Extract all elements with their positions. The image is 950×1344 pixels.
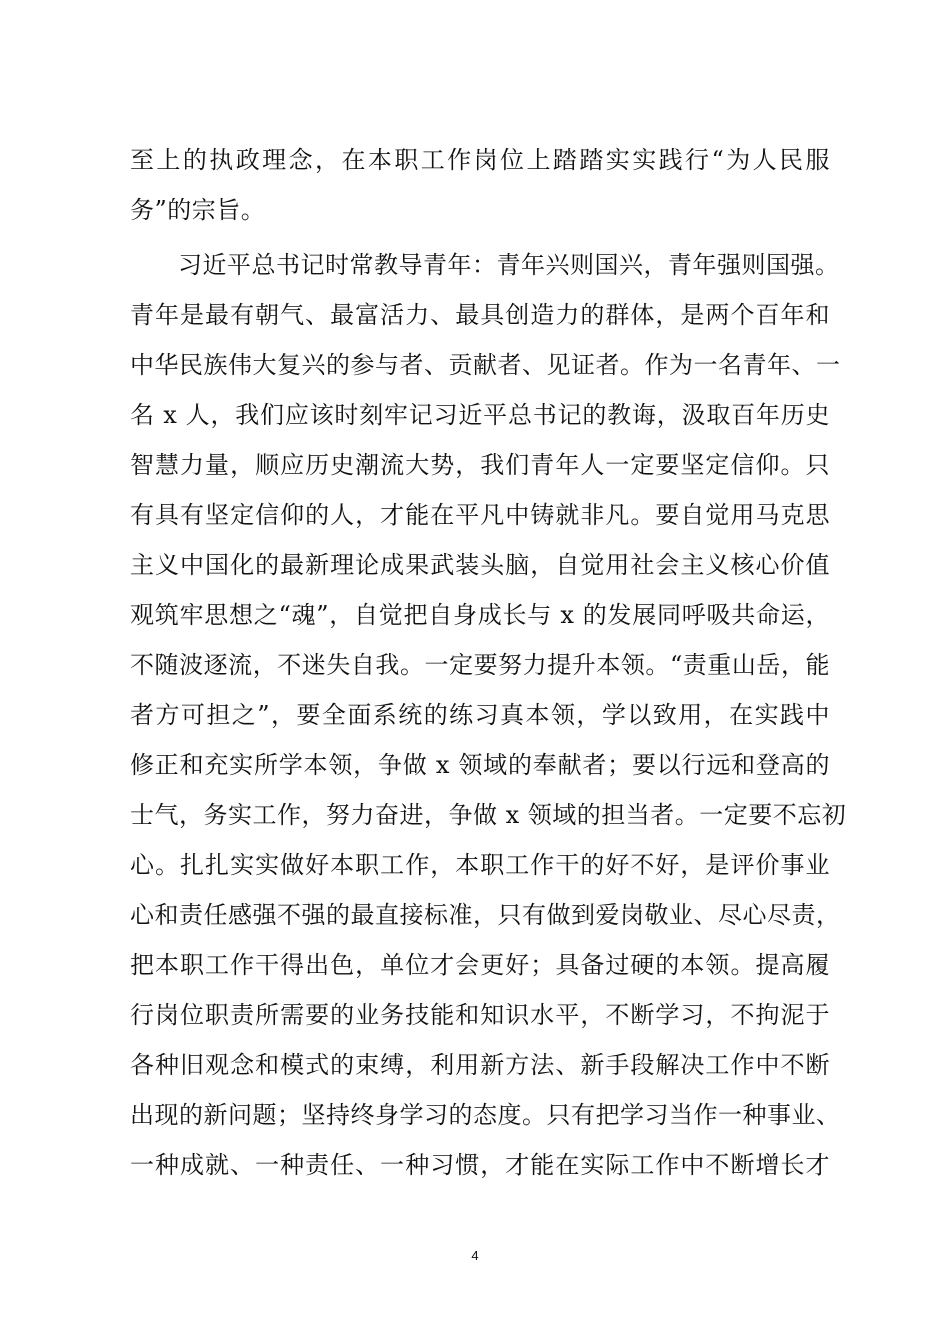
text-line-16: 心和责任感强不强的最直接标准，只有做到爱岗敬业、尽心尽责， [130, 901, 841, 929]
text-line-20: 出现的新问题；坚持终身学习的态度。只有把学习当作一种事业、 [130, 1101, 841, 1129]
text-line-7: 智慧力量，顺应历史潮流大势，我们青年人一定要坚定信仰。只 [130, 451, 830, 479]
text-line-21: 一种成就、一种责任、一种习惯，才能在实际工作中不断增长才 [130, 1151, 830, 1179]
text-line-9: 主义中国化的最新理论成果武装头脑，自觉用社会主义核心价值 [130, 551, 830, 579]
text-line-11: 不随波逐流，不迷失自我。一定要努力提升本领。“责重山岳，能 [130, 651, 830, 679]
text-line-19: 各种旧观念和模式的束缚，利用新方法、新手段解决工作中不断 [130, 1051, 830, 1079]
text-line-14: 士气，务实工作，努力奋进，争做 x 领域的担当者。一定要不忘初 [130, 801, 847, 829]
text-line-1: 至上的执政理念，在本职工作岗位上踏踏实实践行“为人民服 [130, 146, 830, 174]
text-line-12: 者方可担之”，要全面系统的练习真本领，学以致用，在实践中 [130, 701, 830, 729]
text-line-10: 观筑牢思想之“魂”，自觉把自身成长与 x 的发展同呼吸共命运， [130, 601, 830, 629]
text-line-13: 修正和充实所学本领，争做 x 领域的奉献者；要以行远和登高的 [130, 751, 830, 779]
page-number: 4 [471, 1248, 479, 1263]
text-line-4: 青年是最有朝气、最富活力、最具创造力的群体，是两个百年和 [130, 301, 830, 329]
text-line-15: 心。扎扎实实做好本职工作，本职工作干的好不好，是评价事业 [130, 851, 830, 879]
text-line-5: 中华民族伟大复兴的参与者、贡献者、见证者。作为一名青年、一 [130, 351, 841, 379]
text-line-8: 有具有坚定信仰的人，才能在平凡中铸就非凡。要自觉用马克思 [130, 501, 830, 529]
text-line-6: 名 x 人，我们应该时刻牢记习近平总书记的教诲，汲取百年历史 [130, 401, 830, 429]
text-line-3-paragraph-start: 习近平总书记时常教导青年：青年兴则国兴，青年强则国强。 [178, 251, 840, 279]
text-line-17: 把本职工作干得出色，单位才会更好；具备过硬的本领。提高履 [130, 951, 830, 979]
text-line-18: 行岗位职责所需要的业务技能和知识水平，不断学习，不拘泥于 [130, 1001, 830, 1029]
text-line-2: 务”的宗旨。 [130, 196, 266, 224]
